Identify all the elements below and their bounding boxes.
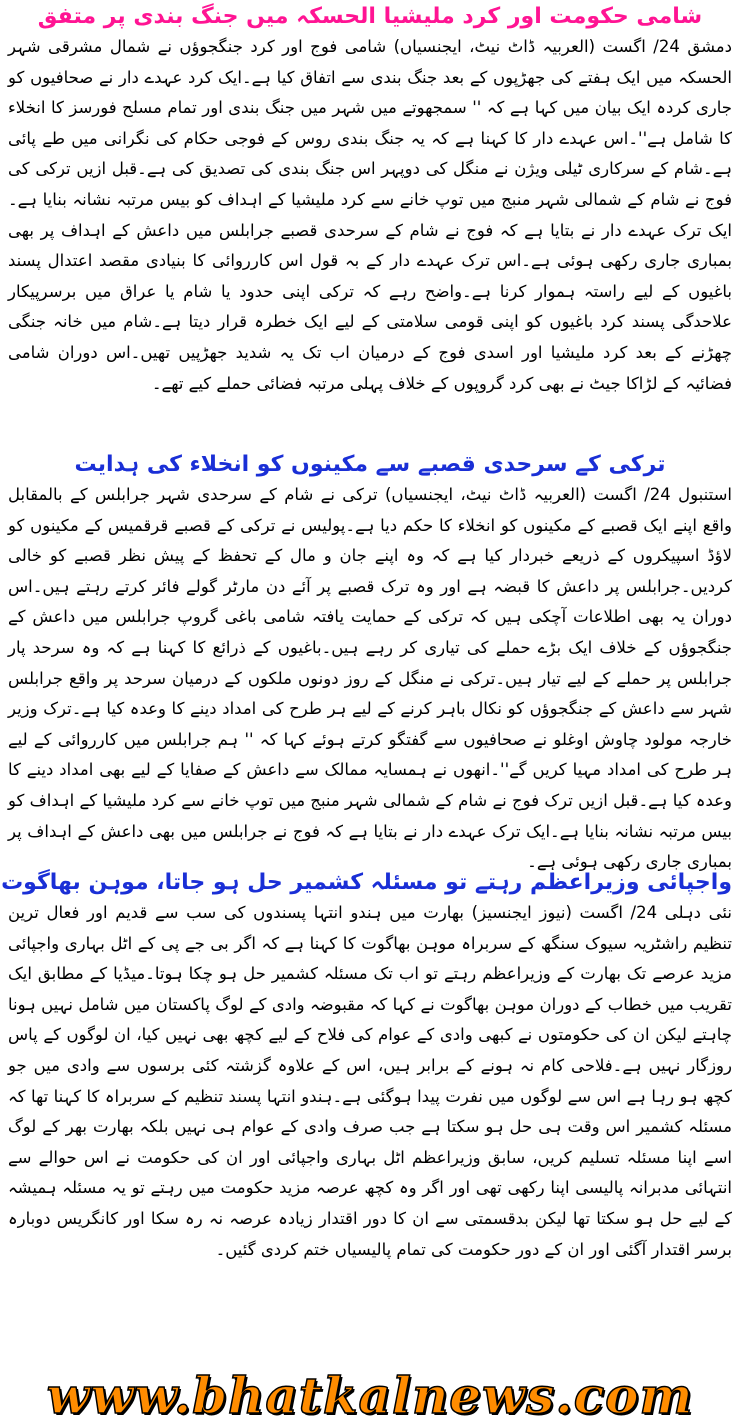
article-body: استنبول 24/ اگست (العربیہ ڈاٹ نیٹ، ایجنسیاں) ترکی نے شام کے سرحدی شہر جرابلس کے بالمقابل واقع اپنے ایک قصبے کے مکینوں کو انخلاء کا حکم دیا ہے۔پولیس نے ترکی کے قصبے قرقمیس کے مکینوں کو لاؤڈ اسپیکروں کے ذریعے خبردار کیا ہے کہ وہ اپنے جان و مال کے تحفظ کے پیش نظر قصبے کو خالی کردیں۔جرابلس پر داعش کا قبضہ ہے اور وہ ترک قصبے پر آئے دن مارٹر گولے فائر کرتے رہتے ہیں۔اس دوران یہ بھی اطلاعات آچکی ہیں کہ ترکی کے حمایت یافتہ شامی باغی گروپ جرابلس میں داعش کے جنگجوؤں کے خلاف ایک بڑے حملے کی تیاری کر رہے ہیں۔باغیوں کے ذرائع کا کہنا ہے کہ وہ سرحد پار جرابلس پر حملے کے لیے تیار ہیں۔ترکی نے منگل کے روز دونوں ملکوں کے درمیان سرحد پر واقع جرابلس شہر سے داعش کے جنگجوؤں کو نکال باہر کرنے کے لیے ہر طرح کی امداد دینے کا وعدہ کیا ہے۔ترک وزیر خارجہ مولود چاوش اوغلو نے صحافیوں سے گفتگو کرتے ہوئے کہا کہ '' ہم جرابلس میں کارروائی کے لیے ہر طرح کی امداد مہیا کریں گے''۔انھوں نے ہمسایہ ممالک سے داعش کے صفایا کے لیے بھی امداد دینے کا وعدہ کیا ہے۔قبل ازیں ترک فوج نے شام کے شمالی شہر منبج میں توپ خانے سے کرد ملیشیا کے اہداف کو بیس مرتبہ نشانہ بنایا ہے۔ایک ترک عہدے دار نے بتایا ہے کہ فوج نے جرابلس میں بھی داعش کے اہداف پر بمباری جاری رکھی ہوئی ہے۔ [8, 485, 732, 872]
article-headline: ترکی کے سرحدی قصبے سے مکینوں کو انخلاء کی ہدایت [74, 452, 666, 477]
article-headline: شامی حکومت اور کرد ملیشیا الحسکہ میں جنگ بندی پر متفق [37, 4, 703, 29]
article-kashmir-bhagwat [1, 868, 733, 1394]
article-turkey-evacuation [8, 450, 732, 872]
article-body: دمشق 24/ اگست (العربیہ ڈاٹ نیٹ، ایجنسیاں) شامی فوج اور کرد جنگجوؤں نے شمال مشرقی شہر الحسکہ میں ایک ہفتے کی جھڑپوں کے بعد جنگ بندی سے اتفاق کیا ہے۔ایک کرد عہدے دار نے صحافیوں کو جاری کردہ ایک بیان میں کہا ہے کہ '' سمجھوتے میں شہر میں جنگ بندی اور تمام مسلح فورسز کا انخلاء کا شامل ہے''۔اس عہدے دار کا کہنا ہے کہ یہ جنگ بندی روس کے فوجی حکام کی نگرانی میں طے پائی ہے۔شام کے سرکاری ٹیلی ویژن نے منگل کی دوپہر اس جنگ بندی کی تصدیق کی ہے۔قبل ازیں ترکی کی فوج نے شام کے شمالی شہر منبج میں توپ خانے سے کرد ملیشیا کے اہداف کو بیس مرتبہ نشانہ بنایا ہے۔ایک ترک عہدے دار نے بتایا ہے کہ فوج نے شام کے سرحدی قصبے جرابلس میں داعش کے اہداف پر بھی بمباری جاری رکھی ہوئی ہے۔اس ترک عہدے دار کے بہ قول اس کارروائی کا بنیادی مقصد اعتدال پسند باغیوں کے لیے راستہ ہموار کرنا ہے۔واضح رہے کہ ترکی اپنی حدود یا شام یا عراق میں برسرپیکار علاحدگی پسند کرد باغیوں کو اپنی قومی سلامتی کے لیے ایک خطرہ قرار دیتا ہے۔شام میں خانہ جنگی چھڑنے کے بعد کرد ملیشیا اور اسدی فوج کے درمیان اب تک یہ شدید جھڑپیں تھیں۔اس دوران شامی فضائیہ کے لڑاکا جیٹ نے بھی کرد گروپوں کے خلاف پہلی مرتبہ فضائی حملے کیے تھے۔ [8, 37, 732, 393]
article-body: نئی دہلی 24/ اگست (نیوز ایجنسیز) بھارت میں ہندو انتہا پسندوں کی سب سے قدیم اور فعال ترین تنظیم راشٹریہ سیوک سنگھ کے سربراہ موہن بھاگوت کا کہنا ہے کہ اگر بی جے پی کے اٹل بہاری واجپائی مزید عرصے تک بھارت کے وزیراعظم رہتے تو اب تک مسئلہ کشمیر حل ہو چکا ہوتا۔میڈیا کے مطابق ایک تقریب میں خطاب کے دوران موہن بھاگوت نے کہا کہ مقبوضہ وادی کے لوگ پاکستان میں شامل نہیں ہونا چاہتے لیکن ان کی حکومتوں نے کبھی وادی کے عوام کی فلاح کے لیے کچھ بھی نہیں کیا، ان لوگوں کے پاس روزگار نہیں ہے۔فلاحی کام نہ ہونے کے برابر ہیں، اس کے علاوہ گزشتہ کئی برسوں سے وادی میں جو کچھ ہو رہا ہے اس سے لوگوں میں نفرت پیدا ہوگئی ہے۔ہندو انتہا پسند تنظیم کے سربراہ کا کہنا تھا کہ مسئلہ کشمیر اس وقت ہی حل ہو سکتا ہے جب صرف وادی کے عوام ہی نہیں بلکہ بھارت بھر کے لوگ اسے اپنا مسئلہ تسلیم کریں، سابق وزیراعظم اٹل بہاری واجپائی اور ان کی حکومت نے اس حوالے سے انتہائی مدبرانہ پالیسی اپنا رکھی تھی اور اگر وہ کچھ عرصہ مزید حکومت میں رہتے تو یہ مسئلہ ہمیشہ کے لیے حل ہو سکتا تھا لیکن بدقسمتی سے ان کا دور اقتدار زیادہ عرصہ نہ رہ سکا اور کانگریس دوبارہ برسر اقتدار آگئی اور ان کے دور حکومت کی تمام پالیسیاں ختم کردی گئیں۔ [8, 903, 733, 1259]
article-syria-ceasefire [8, 2, 732, 404]
site-watermark: www.bhatkalnews.com [46, 1366, 694, 1425]
article-headline: واجپائی وزیراعظم رہتے تو مسئلہ کشمیر حل ہو جاتا، موہن بھاگوت [1, 870, 732, 895]
